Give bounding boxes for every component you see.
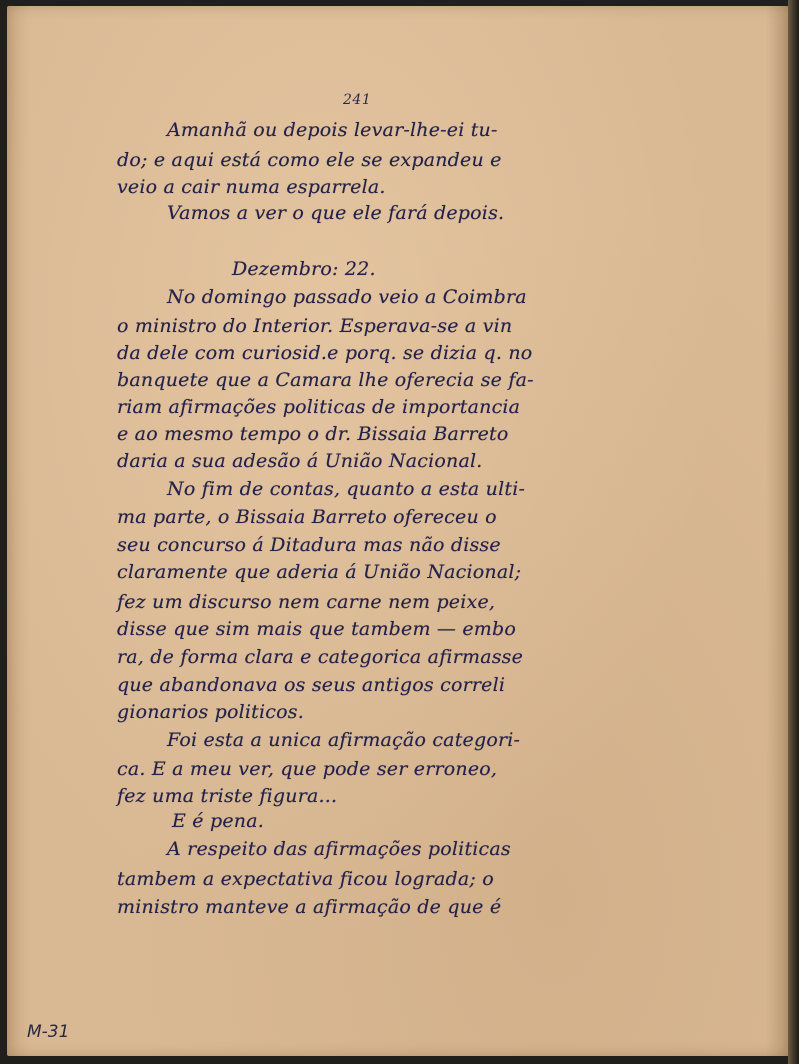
manuscript-line: No domingo passado veio a Coimbra xyxy=(167,286,527,308)
archive-reference-note: M-31 xyxy=(27,1022,70,1042)
manuscript-line: banquete que a Camara lhe oferecia se fa- xyxy=(117,369,534,391)
manuscript-line: ca. E a meu ver, que pode ser erroneo, xyxy=(117,758,498,780)
manuscript-line: veio a cair numa esparrela. xyxy=(117,176,386,198)
manuscript-line: seu concurso á Ditadura mas não disse xyxy=(117,534,501,556)
manuscript-line: ministro manteve a afirmação de que é xyxy=(117,896,502,918)
manuscript-line: da dele com curiosid.e porq. se dizia q. no xyxy=(117,342,533,364)
manuscript-line: E é pena. xyxy=(172,810,265,832)
manuscript-line: fez uma triste figura... xyxy=(117,785,338,807)
manuscript-line: fez um discurso nem carne nem peixe, xyxy=(117,591,496,613)
entry-date-heading: Dezembro: 22. xyxy=(232,258,376,280)
manuscript-line: daria a sua adesão á União Nacional. xyxy=(117,450,483,472)
manuscript-line: e ao mesmo tempo o dr. Bissaia Barreto xyxy=(117,423,509,445)
paper-sheet xyxy=(7,6,789,1056)
manuscript-line: que abandonava os seus antigos correli xyxy=(117,674,506,696)
page-number: 241 xyxy=(343,92,372,108)
manuscript-line: ra, de forma clara e categorica afirmasse xyxy=(117,646,524,668)
manuscript-line: Foi esta a unica afirmação categori- xyxy=(167,729,521,751)
manuscript-line: o ministro do Interior. Esperava-se a vin xyxy=(117,315,513,337)
manuscript-line: claramente que aderia á União Nacional; xyxy=(117,561,522,583)
manuscript-line: do; e aqui está como ele se expandeu e xyxy=(117,149,502,171)
manuscript-line: A respeito das afirmações politicas xyxy=(167,838,511,860)
manuscript-line: Amanhã ou depois levar-lhe-ei tu- xyxy=(167,119,498,141)
manuscript-line: No fim de contas, quanto a esta ulti- xyxy=(167,478,526,500)
manuscript-line: tambem a expectativa ficou lograda; o xyxy=(117,868,494,890)
manuscript-line: ma parte, o Bissaia Barreto ofereceu o xyxy=(117,506,497,528)
manuscript-line: disse que sim mais que tambem — embo xyxy=(117,618,517,640)
manuscript-line: gionarios politicos. xyxy=(117,701,304,723)
manuscript-line: Vamos a ver o que ele fará depois. xyxy=(167,202,505,224)
manuscript-line: riam afirmações politicas de importancia xyxy=(117,396,521,418)
binding-edge xyxy=(788,0,799,1064)
